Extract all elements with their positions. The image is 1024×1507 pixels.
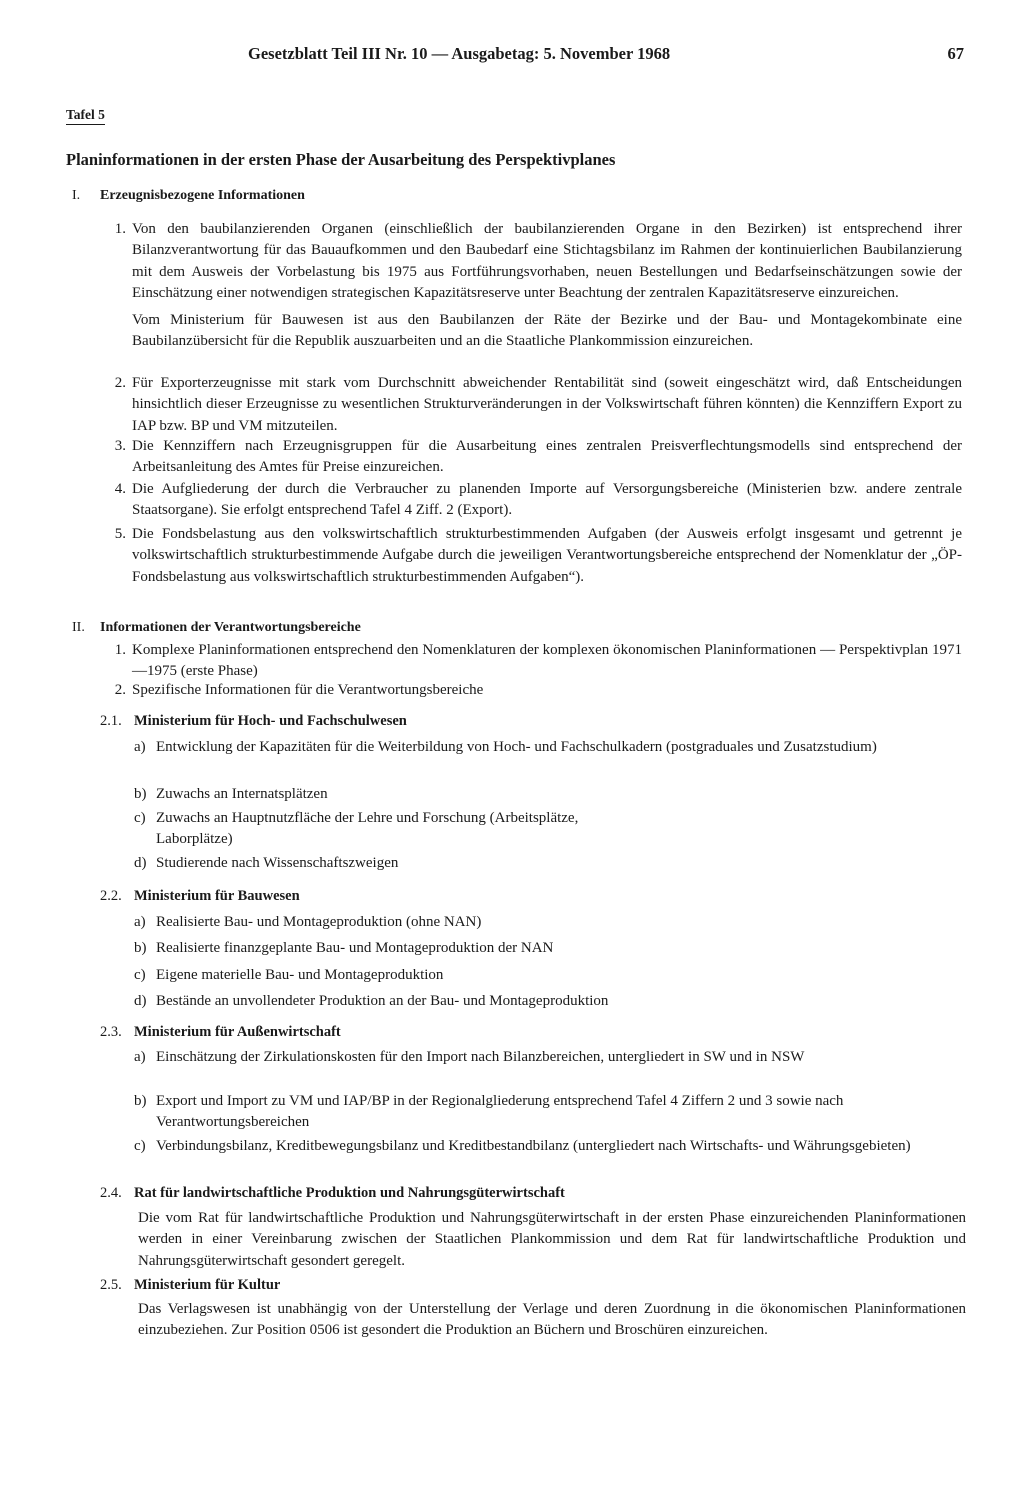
item-letter: c) (134, 810, 146, 826)
subsection-number: 2.3. (100, 1024, 122, 1040)
subsection-title: Ministerium für Außenwirtschaft (134, 1024, 341, 1040)
item-letter: b) (134, 940, 147, 956)
header-text: Gesetzblatt Teil III Nr. 10 — Ausgabetag: 5. November 1968 (248, 44, 671, 63)
subsection-text: Das Verlagswesen ist unabhängig von der Unterstellung der Verlage und deren Zuordnung in die ökonomischen Planinformationen einzubeziehen. Zur Position 0506 ist gesondert die Produktion an Büchern und Broschüren einzureichen. (138, 1301, 966, 1339)
lettered-item (134, 853, 964, 874)
item-text: Komplexe Planinformationen entsprechend den Nomenklaturen der komplexen ökonomischen Planinformationen — Perspektivplan 1971—1975 (erste Phase) (132, 642, 962, 680)
section-heading (72, 188, 305, 204)
lettered-item (134, 938, 964, 959)
subsection-heading (100, 1277, 280, 1294)
list-item (98, 436, 962, 479)
page-number: 67 (947, 44, 964, 63)
lettered-item (134, 808, 964, 851)
subsection-heading (100, 888, 300, 905)
item-text: Zuwachs an Hauptnutzfläche der Lehre und Forschung (Arbeitsplätze, Laborplätze) (156, 810, 579, 848)
item-text: Entwicklung der Kapazitäten für die Weiterbildung von Hoch- und Fachschulkadern (postgraduales und Zusatzstudium) (156, 739, 877, 755)
item-number: 5. (114, 526, 126, 542)
item-letter: b) (134, 1093, 147, 1109)
lettered-item (134, 1136, 964, 1157)
page-header (248, 44, 964, 70)
section-title: Erzeugnisbezogene Informationen (100, 188, 305, 203)
item-text: Bestände an unvollendeter Produktion an der Bau- und Montageproduktion (156, 993, 609, 1009)
item-number: 3. (114, 438, 126, 454)
lettered-item (134, 1091, 964, 1134)
subsection-number: 2.4. (100, 1185, 122, 1201)
section-number: I. (72, 188, 81, 203)
list-item (98, 640, 962, 683)
list-item (98, 219, 962, 353)
item-text: Spezifische Informationen für die Verantwortungsbereiche (132, 682, 484, 698)
subsection-number: 2.5. (100, 1277, 122, 1293)
subsection-title: Rat für landwirtschaftliche Produktion und Nahrungsgüterwirtschaft (134, 1185, 565, 1201)
subsection-title: Ministerium für Hoch- und Fachschulwesen (134, 713, 407, 729)
lettered-item (134, 784, 964, 805)
item-number: 1. (114, 221, 126, 237)
item-text: Die Aufgliederung der durch die Verbraucher zu planenden Importe auf Versorgungsbereiche (Ministerien bzw. andere zentrale Staatsorgane). Sie erfolgt entsprechend Tafel 4 Ziff. 2 (Export). (132, 481, 962, 519)
item-text: Verbindungsbilanz, Kreditbewegungsbilanz und Kreditbestandbilanz (untergliedert nach Wirtschafts- und Währungsgebieten) (156, 1138, 911, 1154)
item-letter: c) (134, 1138, 146, 1154)
section-number: II. (72, 620, 85, 635)
subsection-number: 2.2. (100, 888, 122, 904)
item-text: Realisierte finanzgeplante Bau- und Montageproduktion der NAN (156, 940, 554, 956)
item-text: Für Exporterzeugnisse mit stark vom Durchschnitt abweichender Rentabilität sind (soweit eingeschätzt wird, daß Entscheidungen hinsichtlich dieser Erzeugnisse zu wesentlichen Strukturveränderungen in der Volkswirtschaft führen könnten) die Kennziffern Export zu IAP bzw. BP und VM mitzuteilen. (132, 375, 962, 434)
lettered-item (134, 965, 964, 986)
section-heading (72, 620, 361, 636)
item-letter: a) (134, 739, 146, 755)
item-text: Realisierte Bau- und Montageproduktion (ohne NAN) (156, 914, 482, 930)
subsection-title: Ministerium für Kultur (134, 1277, 281, 1293)
subsection-number: 2.1. (100, 713, 122, 729)
item-letter: a) (134, 914, 146, 930)
item-number: 4. (114, 481, 126, 497)
item-number: 2. (114, 682, 126, 698)
item-letter: c) (134, 967, 146, 983)
item-text: Vom Ministerium für Bauwesen ist aus den Baubilanzen der Räte der Bezirke und der Bau- und Montagekombinate eine Baubilanzübersicht für die Republik auszuarbeiten und an die Staatliche Plankommission einzureichen. (132, 312, 962, 350)
subsection-heading (100, 1185, 565, 1202)
document-title: Planinformationen in der ersten Phase der Ausarbeitung des Perspektivplanes (66, 150, 616, 169)
item-letter: a) (134, 1049, 146, 1065)
item-text: Von den baubilanzierenden Organen (einschließlich der baubilanzierenden Organe in den Bezirken) ist entsprechend ihrer Bilanzverantwortung für das Bauaufkommen und den Baubedarf eine Stichtagsbilanz im Rahmen der kontinuierlichen Baubilanzierung mit dem Ausweis der Vorbelastung bis 1975 aus Fortführungsvorhaben, neuen Bestellungen und Bedarfseinschätzungen sowie der Einschätzung einer notwendigen strategischen Kapazitätsreserve unter Beachtung der zentralen Kapazitätsreserve einzureichen. (132, 221, 962, 301)
item-text: Studierende nach Wissenschaftszweigen (156, 855, 399, 871)
tafel-label: Tafel 5 (66, 107, 105, 125)
item-text: Die Fondsbelastung aus den volkswirtschaftlich strukturbestimmenden Aufgaben (der Ausweis erfolgt insgesamt und getrennt je volkswirtschaftlich strukturbestimmende Aufgabe durch die jeweiligen Verantwortungsbereiche entsprechend der Nomenklatur der „ÖP-Fondsbelastung aus volkswirtschaftlich strukturbestimmenden Aufgaben“). (132, 526, 962, 585)
item-text: Einschätzung der Zirkulationskosten für den Import nach Bilanzbereichen, untergliedert in SW und in NSW (156, 1049, 805, 1065)
item-text: Die Kennziffern nach Erzeugnisgruppen für die Ausarbeitung eines zentralen Preisverflechtungsmodells sind entsprechend der Arbeitsanleitung des Amtes für Preise einzureichen. (132, 438, 962, 476)
item-letter: d) (134, 993, 147, 1009)
subsection-text: Die vom Rat für landwirtschaftliche Produktion und Nahrungsgüterwirtschaft in der ersten Phase einzureichenden Planinformationen werden in einer Vereinbarung zwischen der Staatlichen Plankommission und dem Rat für landwirtschaftliche Produktion und Nahrungsgüterwirtschaft gesondert geregelt. (138, 1210, 966, 1269)
list-item (98, 524, 962, 588)
lettered-item (134, 912, 964, 933)
subsection-heading (100, 1024, 341, 1041)
subsection-title: Ministerium für Bauwesen (134, 888, 300, 904)
item-letter: b) (134, 786, 147, 802)
list-item (98, 680, 962, 701)
lettered-item (134, 1047, 964, 1068)
list-item (98, 479, 962, 522)
item-text: Eigene materielle Bau- und Montageproduktion (156, 967, 444, 983)
lettered-item (134, 737, 964, 758)
item-letter: d) (134, 855, 147, 871)
lettered-item (134, 991, 964, 1012)
subsection-heading (100, 713, 407, 730)
item-number: 2. (114, 375, 126, 391)
section-title: Informationen der Verantwortungsbereiche (100, 620, 361, 635)
item-number: 1. (114, 642, 126, 658)
item-text: Export und Import zu VM und IAP/BP in der Regionalgliederung entsprechend Tafel 4 Ziffern 2 und 3 sowie nach Verantwortungsbereichen (156, 1093, 844, 1131)
list-item (98, 373, 962, 437)
item-text: Zuwachs an Internatsplätzen (156, 786, 328, 802)
